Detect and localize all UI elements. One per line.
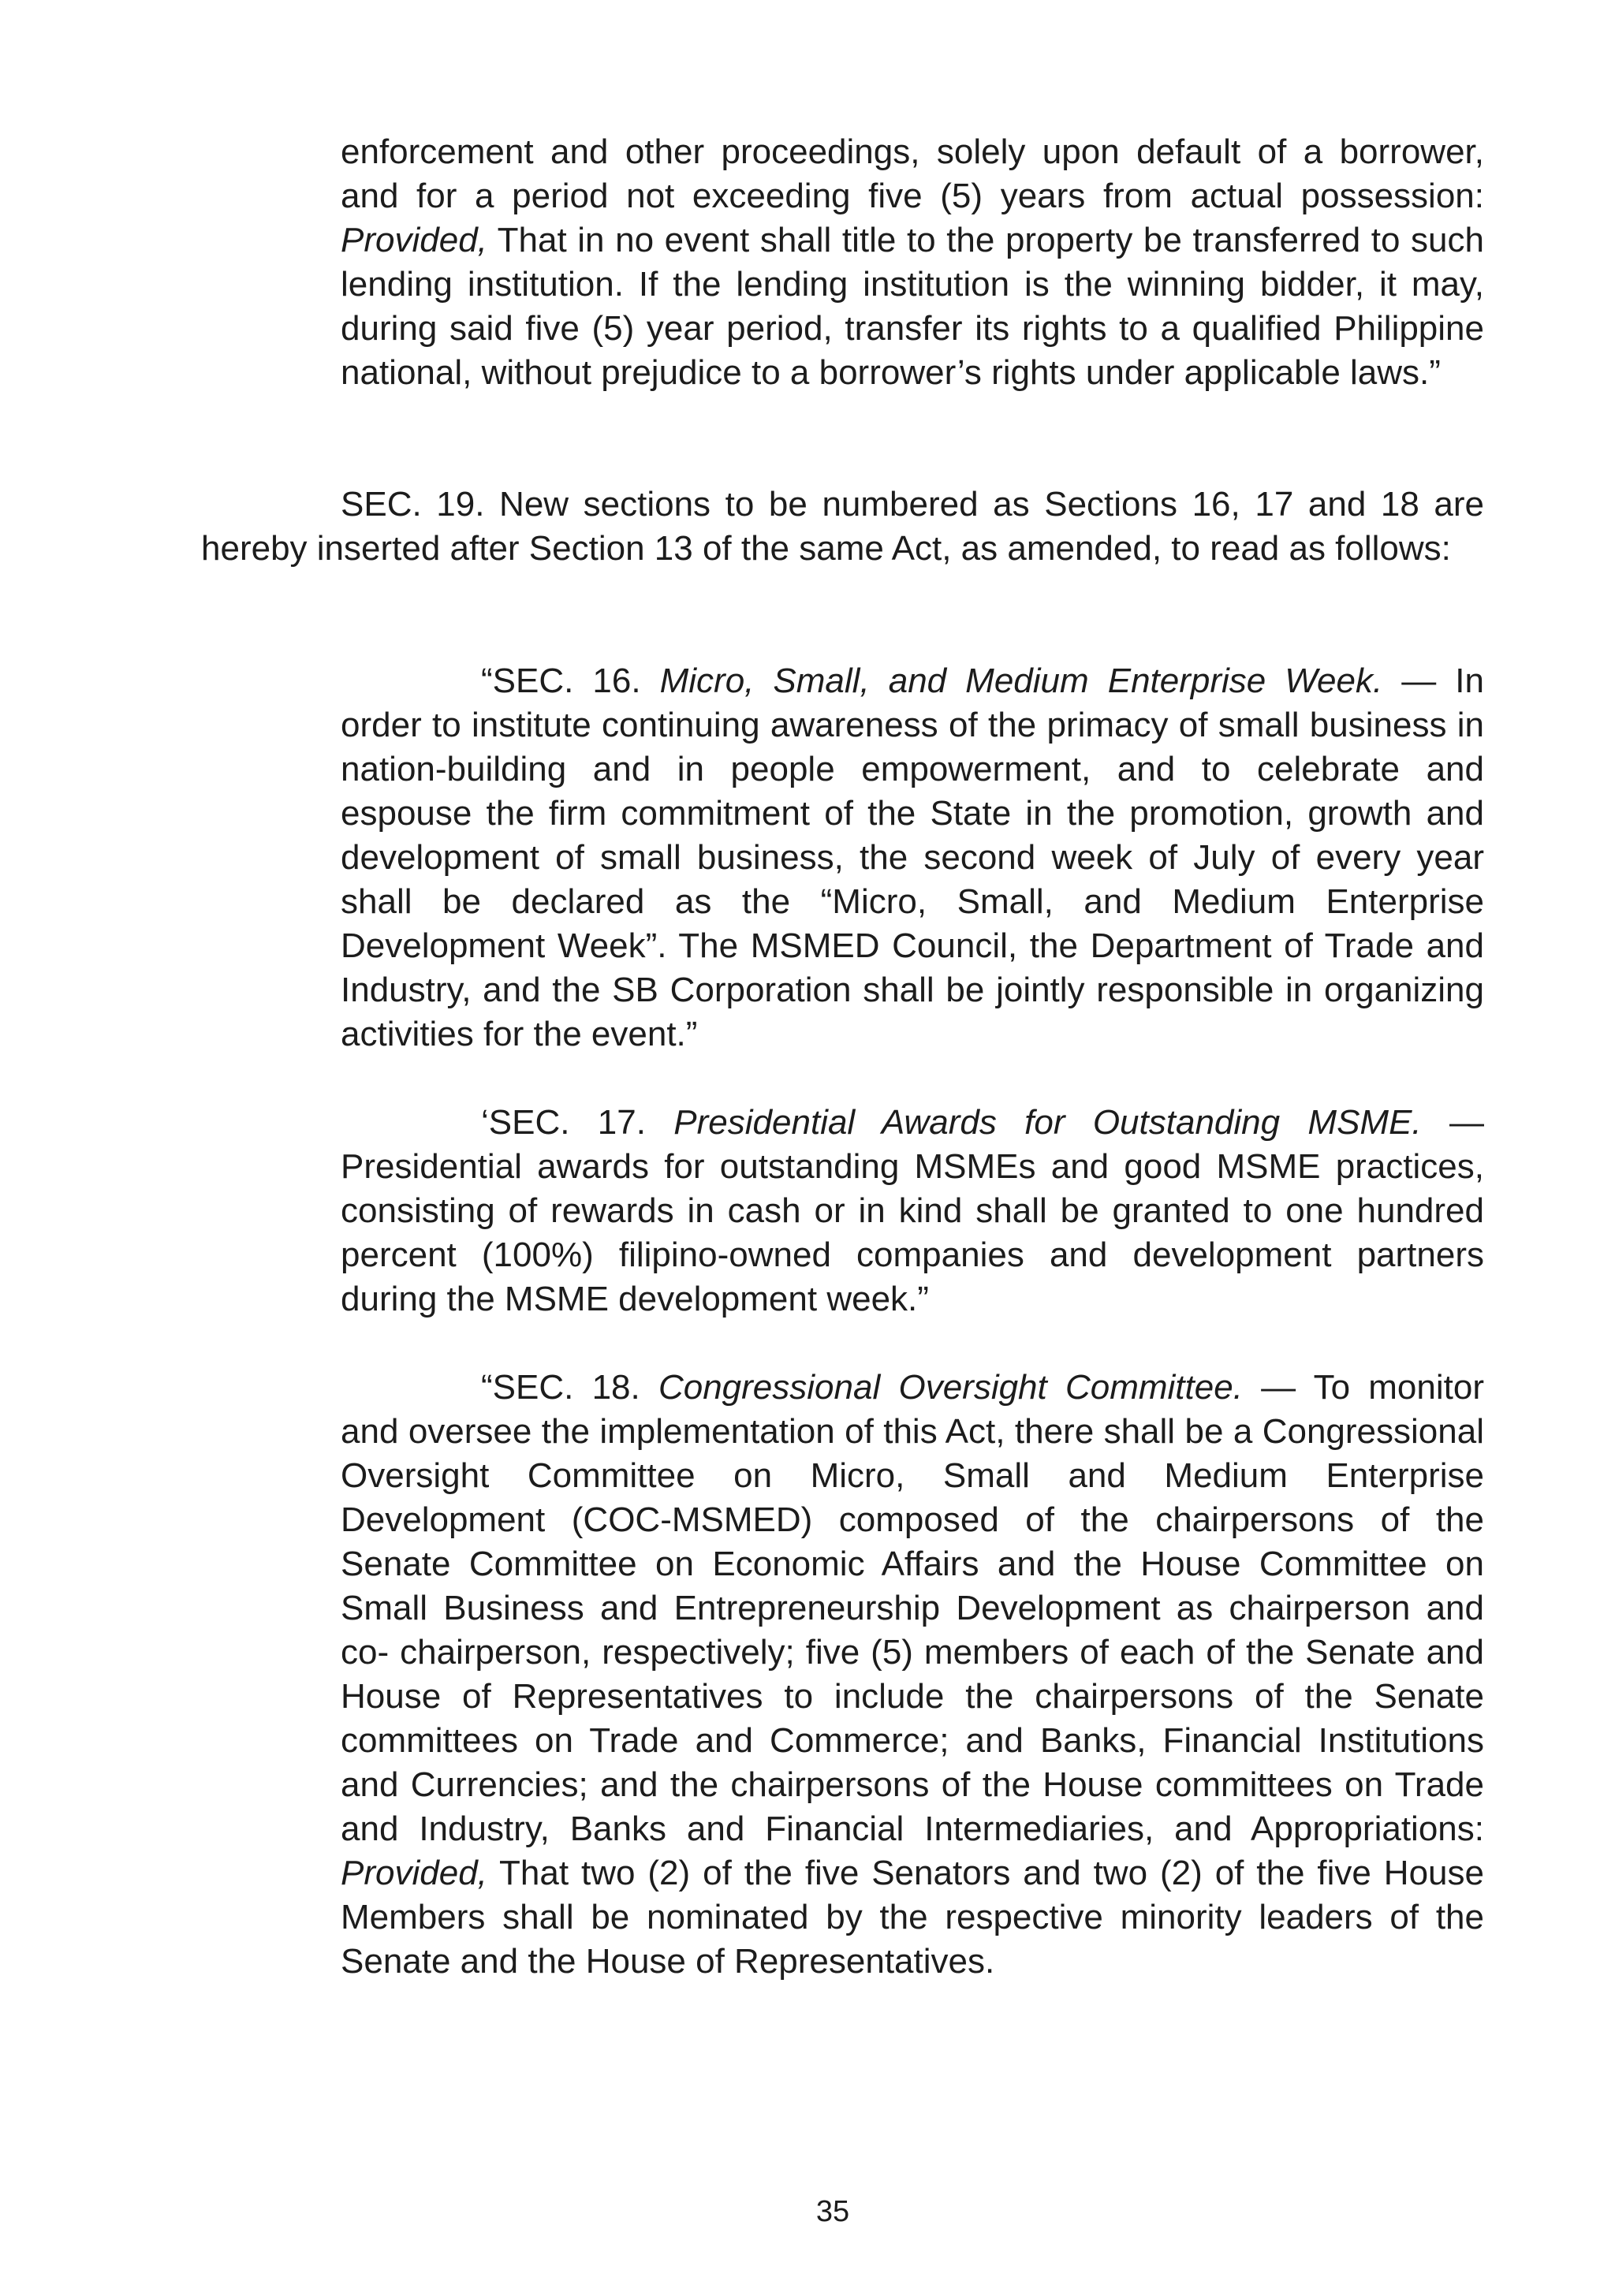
sec16-body: — In order to institute continuing awareness of the primacy of small business in nation-building and in people empowerment, and to celebrate and espouse the firm commitment of the State in the promotion, growth and development of small business, the second week of July of every year shall be declared as the “Micro, Small, and Medium Enterprise Development Week”. The MSMED Council, the Department of Trade and Industry, and the SB Corporation shall be jointly responsible in organizing activities for the event.” [341, 662, 1484, 1053]
sec17-prefix: ‘SEC. 17. [481, 1103, 674, 1142]
continuation-provided-italic: Provided, [341, 221, 487, 259]
sec18-prefix: “SEC. 18. [481, 1368, 658, 1407]
page-number: 35 [815, 2195, 850, 2228]
sec17-body: — Presidential awards for outstanding MSMEs and good MSME practices, consisting of rewards in cash or in kind shall be granted to one hundred percent (100%) filipino-owned companies and development partners during the MSME development week.” [341, 1103, 1484, 1318]
sec18-body-after: That two (2) of the five Senators and two (2) of the five House Members shall be nominated by the respective minority leaders of the Senate and the House of Representatives. [341, 1854, 1484, 1981]
sec17-paragraph [341, 1101, 1484, 1321]
sec18-provided-italic: Provided, [341, 1854, 487, 1892]
sec19-paragraph [201, 483, 1484, 571]
sec16-title: Micro, Small, and Medium Enterprise Week. [659, 662, 1383, 700]
sec18-paragraph [341, 1366, 1484, 1984]
continuation-text-after: That in no event shall title to the property be transferred to such lending institution. If the lending institution is the winning bidder, it may, during said five (5) year period, transfer its rights to a qualified Philippine national, without prejudice to a borrower’s rights under applicable laws.” [341, 221, 1484, 392]
sec17-title: Presidential Awards for Outstanding MSME. [673, 1103, 1422, 1142]
continuation-paragraph [341, 130, 1484, 395]
sec16-prefix: “SEC. 16. [481, 662, 660, 700]
sec18-body-before: — To monitor and oversee the implementation of this Act, there shall be a Congressional Oversight Committee on Micro, Small and Medium Enterprise Development (COC-MSMED) composed of the chairpersons of the Senate Committee on Economic Affairs and the House Committee on Small Business and Entrepreneurship Development as chairperson and co- chairperson, respectively; five (5) members of each of the Senate and House of Representatives to include the chairpersons of the Senate committees on Trade and Commerce; and Banks, Financial Institutions and Currencies; and the chairpersons of the House committees on Trade and Industry, Banks and Financial Intermediaries, and Appropriations: [341, 1368, 1484, 1848]
sec16-paragraph [341, 659, 1484, 1057]
continuation-text-before: enforcement and other proceedings, solely upon default of a borrower, and for a period not exceeding five (5) years from actual possession: [341, 132, 1484, 215]
sec18-title: Congressional Oversight Committee. [658, 1368, 1243, 1407]
sec19-text: SEC. 19. New sections to be numbered as Sections 16, 17 and 18 are hereby inserted after Section 13 of the same Act, as amended, to read as follows: [201, 485, 1484, 568]
